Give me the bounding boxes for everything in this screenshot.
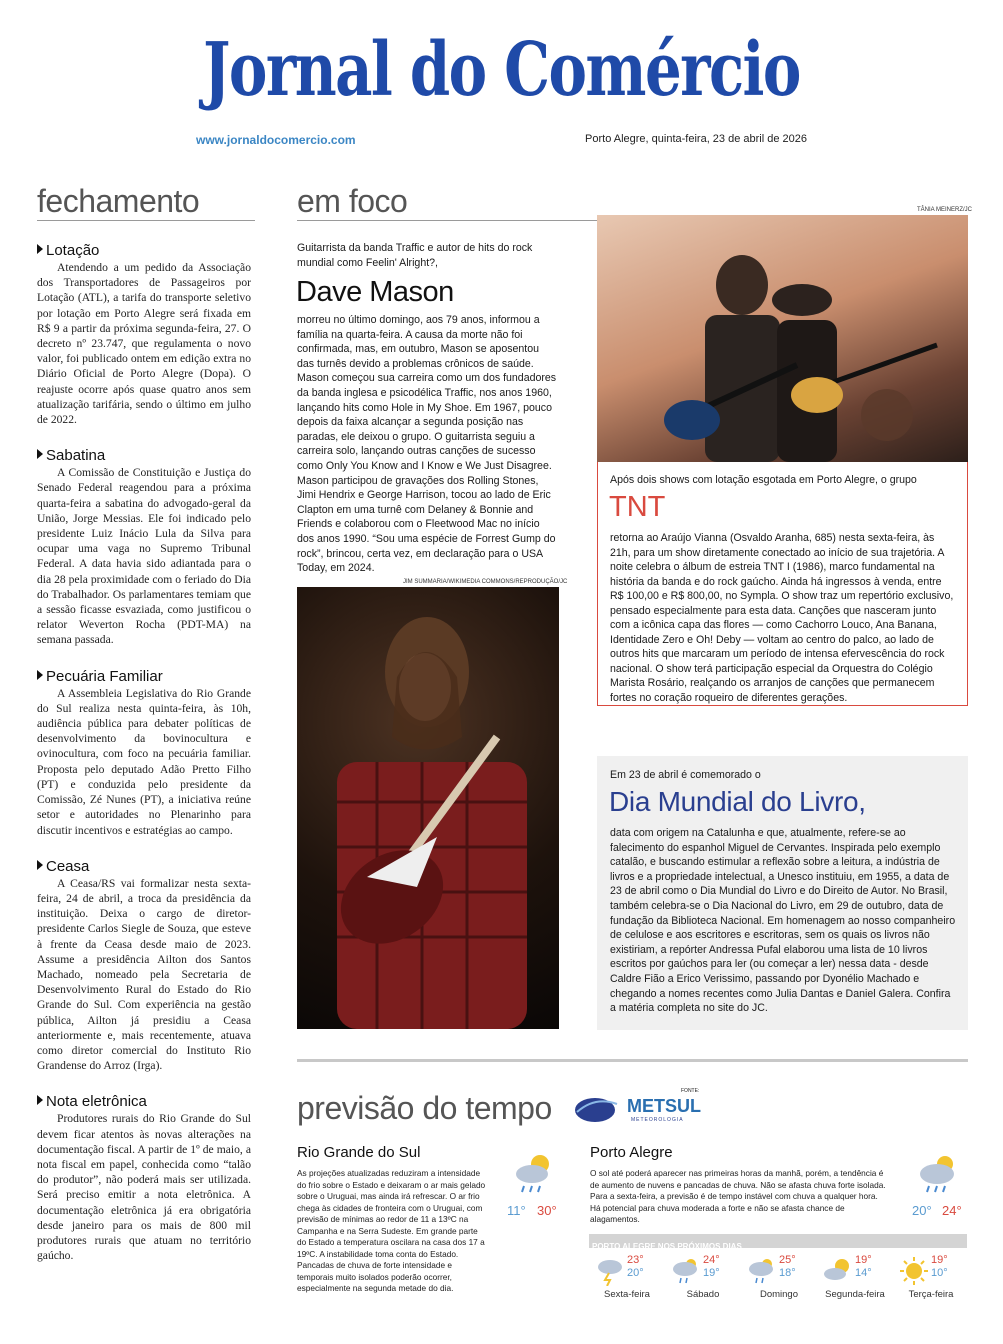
forecast-day-name: Sexta-feira <box>604 1289 650 1300</box>
news-item-text: Produtores rurais do Rio Grande do Sul devem ficar atentos às novas alterações na documentação fiscal. A partir de 1º de maio, a nota fiscal em papel, conhecida como “talão do produtor”, não poderá mais ser utilizada. Será preciso emitir a nota eletrônica. A documentação eletrônica já era obrigatória desde janeiro para os mais de 800 mil produtores rurais que atuam no território gaúcho. <box>37 1112 251 1263</box>
news-item-text: A Assembleia Legislativa do Rio Grande do Sul realiza nesta quinta-feira, às 10h, audiência pública para debater políticas de desenvolvimento da bovinocultura e ovinocultura, com foco na pecuária familiar. Proposta pelo deputado Adão Pretto Filho (PT) e conduzida pelo presidente da Comissão, Zé Nunes (PT), a iniciativa reúne setor e autoridades no Plenarinho para discutir incentivos e estratégias ao campo. <box>37 686 251 837</box>
metsul-fonte-label: FONTE: <box>681 1088 700 1094</box>
section-title-em-foco: em foco <box>297 183 408 219</box>
sun-icon <box>899 1256 929 1286</box>
section-title-previsao: previsão do tempo <box>297 1090 552 1126</box>
forecast-max: 24° <box>703 1254 720 1266</box>
photo-credit: TÂNIA MEINERZ/JC <box>917 207 973 213</box>
forecast-day <box>665 1254 741 1304</box>
forecast-max: 19° <box>855 1254 872 1266</box>
forecast-min: 14° <box>855 1267 872 1279</box>
metsul-logo <box>573 1090 703 1126</box>
triangle-bullet-icon <box>37 670 43 680</box>
weather-divider <box>297 1059 968 1062</box>
fechamento-column <box>37 242 251 1283</box>
temp-min-poa: 20° <box>912 1203 932 1218</box>
news-item-title: Nota eletrônica <box>37 1093 251 1111</box>
band-illustration <box>597 215 968 462</box>
triangle-bullet-icon <box>37 244 43 254</box>
livro-headline: Dia Mundial do Livro, <box>609 786 866 817</box>
masthead <box>0 22 1003 118</box>
temp-max-poa: 24° <box>942 1203 962 1218</box>
forecast-day-name: Domingo <box>759 1289 799 1300</box>
news-item <box>37 858 251 1074</box>
sun-cloud-icon <box>823 1256 853 1286</box>
tnt-band-photo <box>597 215 968 462</box>
triangle-bullet-icon <box>37 1095 43 1105</box>
triangle-bullet-icon <box>37 449 43 459</box>
metsul-wordmark: METSUL <box>627 1096 701 1116</box>
forecast-day-name: Terça-feira <box>908 1289 954 1300</box>
tnt-intro: Após dois shows com lotação esgotada em Porto Alegre, o grupo <box>610 474 917 486</box>
forecast-min: 18° <box>779 1267 796 1279</box>
cloud-rain-icon <box>915 1150 963 1198</box>
site-url-link[interactable]: www.jornaldocomercio.com <box>196 133 356 147</box>
news-item <box>37 447 251 647</box>
forecast-day <box>893 1254 969 1304</box>
tnt-body: retorna ao Araújo Vianna (Osvaldo Aranha, 685) nesta sexta-feira, às 21h, para um show diretamente conectado ao início de sua trajetória. A noite celebra o álbum de estreia TNT I (1986), marco fundamental na história da banda e do rock gaúcho. Ainda há ingressos à venda, entre R$ 100,00 e R$ 800,00, no Sympla. O show traz um repertório exclusivo, pensado especialmente para esta data. Canções que nasceram junto com a icônica capa das flores — como Cachorro Louco, Ana Banana, Identidade Zero e Oh! Deby — voltam ao centro do palco, ao lado de outros hits que marcaram um período de intensa efervescência do rock nacional. O show terá participação especial da Orquestra do Colégio Marista Rosário, realçando os arranjos de canções que permanecem fortes no coração roqueiro de diferentes gerações. <box>610 532 954 704</box>
section-title-fechamento: fechamento <box>37 183 200 219</box>
forecast-max: 19° <box>931 1254 948 1266</box>
news-item-text: A Ceasa/RS vai formalizar nesta sexta-feira, 24 de abril, a troca da presidência da instituição. Deixa o cargo de diretor-presidente Carlos Siegle de Souza, que esteve à frente da Ceasa desde maio de 2023. Assume a presidência Ailton dos Santos Machado, nomeado pela Secretaria de Desenvolvimento Rural do Estado do Rio Grande do Sul. Com experiência na gestão pública, Ailton já presidiu a Ceasa anteriormente e, mais recentemente, atuava como diretor comercial do Instituto Rio Grandense do Arroz (Irga). <box>37 876 251 1073</box>
triangle-bullet-icon <box>37 860 43 870</box>
region-forecast-rs: As projeções atualizadas reduziram a intensidade do frio sobre o Estado e deixaram o ar mais gelado sobre o Uruguai, mas ainda irá refrescar. O ar frio chega às cidades de fronteira com o Uruguai, com previsão de mínimas ao redor de 11 a 13ºC na Campanha e na Serra Sudeste. Em grande parte do Estado a temperatura oscilara na casa dos 17 a 19ºC. A instabilidade toma conta do Estado. Pancadas de chuva de forte intensidade e temporais muito isolados poderão ocorrer, especialmente na segunda metade do dia. <box>297 1168 486 1293</box>
forecast-day <box>589 1254 665 1304</box>
news-item-title: Sabatina <box>37 447 251 465</box>
livro-intro: Em 23 de abril é comemorado o <box>610 769 761 781</box>
livro-body: data com origem na Catalunha e que, atualmente, refere-se ao falecimento do espanhol Miguel de Cervantes. Inspirada pelo exemplo catalão, e buscando estimular a reflexão sobre a leitura, a indústria de livros e a propriedade intelectual, a Unesco instituiu, em 1955, a data de 23 de abril como o Dia Mundial do Livro e do Direito de Autor. No Brasil, também celebra-se o Dia Nacional do Livro, em 29 de outubro, data de fundação da Biblioteca Nacional. Em homenagem ao nosso companheiro de celulose e aos escritores e escritoras, sem os quais os livros não existiriam, a repórter Andressa Pufal elaborou uma lista de 10 livros escritos por gaúchos para ler (ou começar a ler) nessa data - desde Caldre Fião a Erico Verissimo, passando por Dyonélio Machado e chegando a nomes recentes como Julia Dantas e Daniel Galera. Confira a matéria completa no site do JC. <box>610 827 956 1015</box>
forecast-day-name: Sábado <box>686 1289 720 1300</box>
news-item-title: Ceasa <box>37 858 251 876</box>
newspaper-logo: Jornal do Comércio <box>203 27 800 113</box>
region-forecast-poa: O sol até poderá aparecer nas primeiras horas da manhã, porém, a tendência é de aumento de nuvens e pancadas de chuva. Não se afasta chuva forte isolada. Para a sexta-feira, a previsão é de tempo instável com chuva a qualquer hora. Há potencial para chuva moderada a forte e não se afasta chance de alagamentos. <box>590 1168 886 1224</box>
news-item-text: A Comissão de Constituição e Justiça do Senado Federal reagendou para a próxima quarta-feira a sabatina do advogado-geral da União, Jorge Messias. Ele foi indicado pelo presidente Luiz Inácio Lula da Silva para ocupar uma vaga no Supremo Tribunal Federal. A data havia sido adiantada para o dia 28 pela proximidade com o feriado do Dia do Trabalhador. Os parlamentares temiam que a sessão ficasse esvaziada, como justificou o relator Weverton Rocha (PDT-MA) na semana passada. <box>37 466 251 647</box>
forecast-max: 25° <box>779 1254 796 1266</box>
dave-mason-photo <box>297 587 559 1029</box>
forecast-day <box>741 1254 817 1304</box>
news-item <box>37 668 251 838</box>
news-item-title: Lotação <box>37 242 251 260</box>
tnt-headline: TNT <box>609 491 666 523</box>
temp-max-rs: 30° <box>537 1203 557 1218</box>
forecast-max: 23° <box>627 1254 644 1266</box>
storm-icon <box>595 1256 625 1286</box>
metsul-subtitle: METEOROLOGIA <box>631 1117 684 1123</box>
forecast-min: 10° <box>931 1267 948 1279</box>
section-divider <box>37 220 255 221</box>
section-divider <box>297 220 597 221</box>
foco-body: morreu no último domingo, aos 79 anos, informou a família na quarta-feira. A causa da morte não foi confirmada, mas, em outubro, Mason se aposentou das turnês devido a problemas crônicos de saúde. Mason começou sua carreira como um dos fundadores da banda inglesa e psicodélica Traffic, nos anos 1960, lançando hits como Hole in My Shoe. Em 1967, pouco depois da faixa alcançar a segunda posição nas paradas, ele deixou o grupo. O guitarrista seguiu a carreira solo, lançando outras canções de sucesso como Only You Know and I Know e We Just Disagree. Mason participou de gravações dos Rolling Stones, Jimi Hendrix e George Harrison, tocou ao lado de Eric Clapton em uma turnê com Delaney & Bonnie and Friends e colaborou com o Fleetwood Mac no início dos anos 1990. “Sou uma espécie de Forrest Gump do rock”, brincou, certa vez, em declaração para o USA Today, em 2024. <box>297 314 557 575</box>
news-item <box>37 1093 251 1263</box>
forecast-header: PORTO ALEGRE NOS PRÓXIMOS DIAS <box>589 1234 967 1248</box>
forecast-min: 19° <box>703 1267 720 1279</box>
forecast-min: 20° <box>627 1267 644 1279</box>
foco-intro: Guitarrista da banda Traffic e autor de hits do rock mundial como Feelin' Alright?, <box>297 242 533 269</box>
sun-cloud-rain-icon <box>510 1150 558 1198</box>
foco-headline: Dave Mason <box>296 276 454 308</box>
photo-credit: JIM SUMMARIA/WIKIMEDIA COMMONS/REPRODUÇÃO/JC <box>403 579 568 585</box>
temp-min-rs: 11° <box>507 1203 526 1218</box>
forecast-day <box>817 1254 893 1304</box>
cloud-rain-icon <box>671 1256 701 1286</box>
news-item-title: Pecuária Familiar <box>37 668 251 686</box>
news-item <box>37 242 251 427</box>
dateline: Porto Alegre, quinta-feira, 23 de abril de 2026 <box>585 133 807 145</box>
forecast-day-name: Segunda-feira <box>825 1289 885 1300</box>
guitarist-illustration <box>297 587 559 1029</box>
region-title-rs: Rio Grande do Sul <box>297 1144 421 1161</box>
region-title-poa: Porto Alegre <box>590 1144 673 1161</box>
cloud-rain-icon <box>747 1256 777 1286</box>
news-item-text: Atendendo a um pedido da Associação dos Transportadores de Passageiros por Lotação (ATL), a tarifa do transporte seletivo por lotação em Porto Alegre será fixada em R$ 9 a partir da próxima segunda-feira, 27. O decreto nº 23.747, que regulamenta o novo valor, foi publicado ontem em edição extra no Diário Oficial de Porto Alegre (Dopa). O reajuste ocorre após quase quatro anos sem atualização tarifária, sendo o último em julho de 2022. <box>37 261 251 427</box>
